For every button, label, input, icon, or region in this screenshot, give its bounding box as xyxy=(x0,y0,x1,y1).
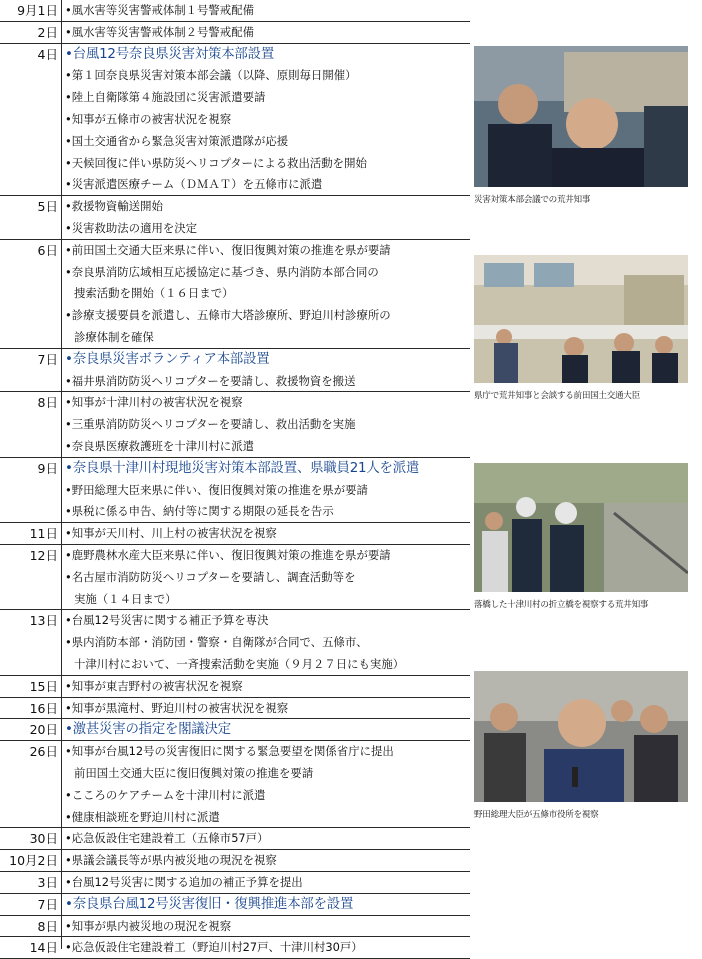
timeline-row xyxy=(0,458,470,523)
timeline-event: •第１回奈良県災害対策本部会議（以降、原則毎日開催） xyxy=(65,68,357,83)
date-divider-line xyxy=(61,0,62,949)
timeline-event: •救援物資輸送開始 xyxy=(65,199,163,214)
photo-caption: 落橋した十津川村の折立橋を視察する荒井知事 xyxy=(474,600,649,610)
timeline-items xyxy=(65,458,470,523)
timeline-row xyxy=(0,828,470,850)
timeline-items xyxy=(65,545,470,610)
timeline-row xyxy=(0,916,470,938)
timeline-date: 6日 xyxy=(37,242,58,258)
timeline-date: 16日 xyxy=(29,700,58,716)
timeline-event: 診療体制を確保 xyxy=(74,329,154,344)
timeline-event: •県内消防本部・消防団・警察・自衛隊が合同で、五條市、 xyxy=(65,635,368,650)
timeline-event: 実施（１４日まで） xyxy=(74,591,177,606)
photo-caption: 災害対策本部会議での荒井知事 xyxy=(474,195,591,205)
timeline-date: 5日 xyxy=(37,199,58,215)
timeline-date: 9月1日 xyxy=(17,3,58,18)
timeline-event: •知事が天川村、川上村の被害状況を視察 xyxy=(65,526,277,541)
timeline-event: •応急仮設住宅建設着工（野迫川村27戸、十津川村30戸） xyxy=(65,940,363,955)
photo-bridge-inspection xyxy=(474,463,688,592)
timeline-items xyxy=(65,22,470,44)
timeline-row xyxy=(0,676,470,698)
timeline-event-highlight: •台風12号奈良県災害対策本部設置 xyxy=(65,46,275,62)
timeline-items xyxy=(65,937,470,959)
timeline-event: •風水害等災害警戒体制１号警戒配備 xyxy=(65,3,254,17)
timeline-items xyxy=(65,719,470,741)
timeline-event: •台風12号災害に関する補正予算を専決 xyxy=(65,613,269,628)
timeline-event: •災害派遣医療チーム（ＤＭＡＴ）を五條市に派遣 xyxy=(65,177,323,192)
timeline-event: •県議会議長等が県内被災地の現況を視察 xyxy=(65,853,277,868)
timeline-items xyxy=(65,872,470,894)
timeline-row xyxy=(0,523,470,545)
timeline-event: •奈良県医療救護班を十津川村に派遣 xyxy=(65,438,254,453)
timeline-event: •診療支援要員を派遣し、五條市大塔診療所、野迫川村診療所の xyxy=(65,308,391,323)
timeline-items xyxy=(65,916,470,938)
timeline-date: 4日 xyxy=(37,46,58,62)
timeline-items xyxy=(65,349,470,393)
timeline-items xyxy=(65,894,470,916)
timeline-event: •知事が十津川村の被害状況を視察 xyxy=(65,395,243,410)
timeline-event: 十津川村において、一斉捜索活動を実施（９月２７日にも実施） xyxy=(74,656,405,671)
timeline-items xyxy=(65,0,470,22)
photo-disaster-meeting xyxy=(474,46,688,187)
timeline-event: •野田総理大臣来県に伴い、復旧復興対策の推進を県が要請 xyxy=(65,482,368,497)
timeline-row xyxy=(0,937,470,959)
timeline-items xyxy=(65,392,470,457)
timeline-date: 15日 xyxy=(29,678,58,694)
timeline-row xyxy=(0,22,470,44)
photo-pm-visit xyxy=(474,671,688,802)
timeline-row xyxy=(0,44,470,197)
timeline-event: •応急仮設住宅建設着工（五條市57戸） xyxy=(65,831,269,846)
timeline-event-highlight: •奈良県台風12号災害復旧・復興推進本部を設置 xyxy=(65,896,354,912)
timeline-event: •災害救助法の適用を決定 xyxy=(65,220,198,235)
timeline-event: •前田国土交通大臣来県に伴い、復旧復興対策の推進を県が要請 xyxy=(65,242,391,257)
timeline-row xyxy=(0,240,470,349)
timeline-event: •健康相談班を野迫川村に派遣 xyxy=(65,809,220,824)
timeline-event: •こころのケアチームを十津川村に派遣 xyxy=(65,787,266,802)
timeline-row xyxy=(0,872,470,894)
timeline-event: •知事が台風12号の災害復旧に関する緊急要望を関係省庁に提出 xyxy=(65,744,394,759)
timeline-row xyxy=(0,894,470,916)
timeline-date: 13日 xyxy=(29,613,58,629)
timeline-event: 捜索活動を開始（１６日まで） xyxy=(74,286,234,301)
timeline-event: •名古屋市消防防災ヘリコプターを要請し、調査活動等を xyxy=(65,569,356,584)
timeline-items xyxy=(65,741,470,828)
timeline-row xyxy=(0,392,470,457)
timeline-items xyxy=(65,196,470,240)
timeline-items xyxy=(65,698,470,720)
timeline-date: 8日 xyxy=(37,395,58,411)
timeline-items xyxy=(65,850,470,872)
timeline-event: •風水害等災害警戒体制２号警戒配備 xyxy=(65,24,254,39)
timeline-row xyxy=(0,850,470,872)
timeline-row xyxy=(0,698,470,720)
timeline-row xyxy=(0,545,470,610)
timeline-event: •台風12号災害に関する追加の補正予算を提出 xyxy=(65,875,303,889)
timeline-date: 2日 xyxy=(37,24,58,40)
timeline-items xyxy=(65,828,470,850)
timeline-items xyxy=(65,610,470,675)
timeline-event: •福井県消防防災ヘリコプターを要請し、救援物資を搬送 xyxy=(65,373,356,388)
timeline-event: •知事が東吉野村の被害状況を視察 xyxy=(65,678,243,693)
timeline-date: 3日 xyxy=(37,875,58,890)
timeline-date: 30日 xyxy=(29,831,58,847)
timeline-row xyxy=(0,719,470,741)
photo-minister-meeting xyxy=(474,255,688,383)
timeline-row xyxy=(0,196,470,240)
timeline-event: •奈良県消防広域相互応援協定に基づき、県内消防本部合同の xyxy=(65,264,379,279)
timeline-row xyxy=(0,349,470,393)
timeline-date: 7日 xyxy=(37,351,58,367)
photo-caption: 野田総理大臣が五條市役所を視察 xyxy=(474,810,599,820)
timeline-date: 14日 xyxy=(29,940,58,956)
timeline-items xyxy=(65,523,470,545)
timeline-event: •知事が五條市の被害状況を視察 xyxy=(65,111,232,126)
timeline-event-highlight: •激甚災害の指定を閣議決定 xyxy=(65,722,231,738)
timeline-event: •知事が県内被災地の現況を視察 xyxy=(65,918,232,933)
timeline-event: •県税に係る申告、納付等に関する期限の延長を告示 xyxy=(65,504,334,519)
timeline-event-highlight: •奈良県十津川村現地災害対策本部設置、県職員21人を派遣 xyxy=(65,460,420,476)
timeline-date: 9日 xyxy=(37,460,58,476)
timeline-row xyxy=(0,741,470,828)
timeline-event: •三重県消防防災ヘリコプターを要請し、救出活動を実施 xyxy=(65,417,356,432)
timeline-event: •知事が黒滝村、野迫川村の被害状況を視察 xyxy=(65,700,289,715)
timeline-date: 7日 xyxy=(37,896,58,912)
timeline-event: •鹿野農林水産大臣来県に伴い、復旧復興対策の推進を県が要請 xyxy=(65,548,391,562)
timeline-items xyxy=(65,240,470,349)
timeline-date: 26日 xyxy=(29,744,58,760)
timeline-event-highlight: •奈良県災害ボランティア本部設置 xyxy=(65,351,270,367)
timeline-row xyxy=(0,0,470,22)
timeline-date: 20日 xyxy=(29,722,58,738)
timeline-event: •陸上自衛隊第４施設団に災害派遣要請 xyxy=(65,90,266,105)
timeline-items xyxy=(65,44,470,197)
timeline-event: •天候回復に伴い県防災ヘリコプターによる救出活動を開始 xyxy=(65,155,367,170)
timeline-event: 前田国土交通大臣に復旧復興対策の推進を要請 xyxy=(74,765,314,780)
timeline-row xyxy=(0,610,470,675)
photo-caption: 県庁で荒井知事と会談する前田国土交通大臣 xyxy=(474,391,640,401)
timeline-items xyxy=(65,676,470,698)
timeline-date: 12日 xyxy=(29,548,58,563)
timeline-date: 10月2日 xyxy=(9,853,58,869)
timeline-date: 11日 xyxy=(29,526,58,542)
timeline-date: 8日 xyxy=(37,918,58,934)
timeline-event: •国土交通省から緊急災害対策派遣隊が応援 xyxy=(65,133,289,148)
